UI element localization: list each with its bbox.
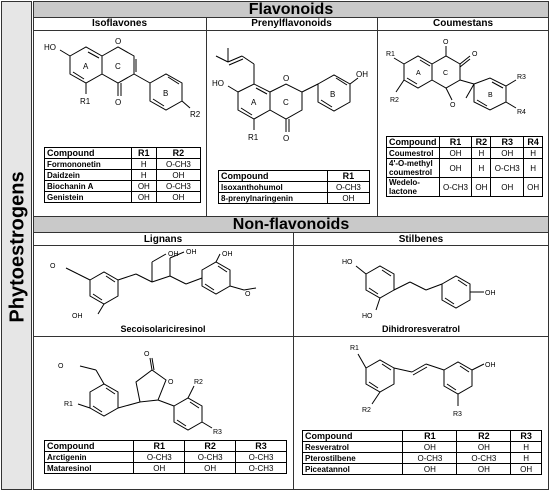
table-cell: H	[524, 159, 543, 178]
isoflavone-ring-b-label: B	[163, 89, 169, 98]
isoflavone-o-label: O	[115, 37, 122, 46]
table-header: Compound	[45, 148, 132, 159]
dihidro-oh-label: OH	[485, 290, 496, 297]
table-cell: OH	[472, 178, 491, 197]
table-header: R1	[403, 431, 457, 442]
table-header: R2	[185, 441, 236, 452]
side-label: Phytoestrogens	[6, 171, 29, 323]
prenylflavonoids-table	[218, 170, 370, 204]
isoflavone-r1-label: R1	[80, 97, 91, 106]
table-cell: O-CH3	[236, 452, 287, 463]
lignan-oh-label-3: OH	[186, 249, 197, 256]
isoflavone-carbonyl-label: O	[115, 98, 122, 107]
table-cell: OH	[403, 442, 457, 453]
prenyl-ho-label: HO	[212, 79, 224, 88]
table-cell: OH	[511, 464, 542, 475]
table-row	[303, 442, 542, 453]
table-cell: H	[472, 148, 491, 159]
prenyl-o-label: O	[283, 74, 290, 83]
table-header: R3	[511, 431, 542, 442]
stilbene-oh-label: OH	[485, 362, 496, 369]
table-header: R2	[472, 137, 491, 148]
table-cell: O-CH3	[457, 453, 511, 464]
table-header: R1	[134, 441, 185, 452]
table-cell: O-CH3	[134, 452, 185, 463]
flavonoids-heading: Flavonoids	[33, 1, 549, 18]
table-cell: Formononetin	[45, 159, 132, 170]
table-row	[219, 193, 370, 204]
lignan-lactone-structure	[40, 340, 290, 436]
lactone-r3-label: R3	[213, 429, 222, 436]
table-cell: OH	[524, 178, 543, 197]
table-cell: Piceatannol	[303, 464, 403, 475]
isoflavone-ho-label: HO	[44, 43, 56, 52]
table-cell: Genistein	[45, 192, 132, 203]
coumestan-ring-c-label: C	[443, 70, 449, 77]
flavonoid-title-divider	[33, 30, 549, 31]
stilbene-structure	[300, 340, 545, 424]
column-divider	[206, 18, 207, 216]
lactone-o-label: O	[58, 363, 64, 370]
table-header: R2	[457, 431, 511, 442]
lactone-r2-label: R2	[194, 379, 203, 386]
table-header: R2	[156, 148, 200, 159]
table-cell: 4'-O-methyl coumestrol	[387, 159, 440, 178]
stilbene-r3-label: R3	[453, 411, 462, 418]
table-header: R3	[236, 441, 287, 452]
table-row	[387, 159, 543, 178]
table-cell: O-CH3	[185, 452, 236, 463]
table-cell: OH	[185, 463, 236, 474]
prenylflavonoids-title: Prenylflavonoids	[251, 18, 332, 29]
isoflavones-table	[44, 147, 201, 203]
table-header: Compound	[45, 441, 134, 452]
table-row	[45, 181, 201, 192]
table-cell: Resveratrol	[303, 442, 403, 453]
table-cell: Mataresinol	[45, 463, 134, 474]
table-cell: OH	[491, 148, 524, 159]
table-row	[45, 463, 287, 474]
table-row	[219, 182, 370, 193]
lactone-r1-label: R1	[64, 401, 73, 408]
table-cell: H	[472, 159, 491, 178]
lignan-o-label: O	[50, 263, 56, 270]
prenyl-carbonyl-label: O	[283, 134, 290, 143]
lactone-carbonyl-label: O	[144, 351, 150, 358]
isoflavone-r2-label: R2	[190, 110, 201, 119]
table-cell: H	[524, 148, 543, 159]
isoflavones-title: Isoflavones	[91, 18, 148, 29]
stilbene-r2-label: R2	[362, 407, 371, 414]
table-cell: OH	[439, 159, 472, 178]
table-row	[303, 453, 542, 464]
table-cell: 8-prenylnaringenin	[219, 193, 328, 204]
non-flavonoids-heading: Non-flavonoids	[33, 216, 549, 233]
prenyl-ring-c-label: C	[283, 98, 289, 107]
table-header: Compound	[387, 137, 440, 148]
secoisolariciresinol-structure	[40, 248, 290, 324]
prenyl-ring-a-label: A	[251, 98, 257, 107]
table-cell: OH	[457, 442, 511, 453]
coumestans-table	[386, 136, 543, 197]
table-row	[387, 178, 543, 197]
table-header: Compound	[219, 171, 328, 182]
table-cell: Daidzein	[45, 170, 132, 181]
table-cell: H	[131, 159, 156, 170]
dihidroresveratrol-structure	[300, 248, 545, 324]
table-cell: O-CH3	[156, 181, 200, 192]
row-divider	[33, 336, 549, 337]
coumestan-furan-o-label: O	[450, 102, 456, 109]
isoflavone-structure	[40, 34, 205, 144]
table-cell: OH	[131, 181, 156, 192]
stilbenes-table	[302, 430, 542, 475]
table-cell: OH	[403, 464, 457, 475]
lignans-title: Lignans	[143, 234, 183, 245]
coumestans-title: Coumestans	[432, 18, 493, 29]
coumestan-r1-label: R1	[386, 51, 395, 58]
dihidroresveratrol-caption: Dihidroresveratrol	[381, 324, 461, 334]
table-row	[45, 452, 287, 463]
coumestan-structure	[380, 34, 548, 134]
table-cell: O-CH3	[327, 182, 369, 193]
prenylflavonoid-structure	[208, 34, 376, 166]
table-cell: O-CH3	[439, 178, 472, 197]
table-row	[45, 170, 201, 181]
dihidro-ho-label: HO	[342, 259, 353, 266]
isoflavone-ring-a-label: A	[83, 62, 89, 71]
table-header: R3	[491, 137, 524, 148]
table-cell: OH	[156, 170, 200, 181]
coumestan-r3-label: R3	[517, 74, 526, 81]
lignan-oh-label-2: OH	[168, 251, 179, 258]
non-flavonoid-title-divider	[33, 245, 549, 246]
coumestan-r2-label: R2	[390, 97, 399, 104]
table-row	[45, 159, 201, 170]
table-header: R4	[524, 137, 543, 148]
table-cell: Coumestrol	[387, 148, 440, 159]
lactone-ring-o-label: O	[168, 379, 174, 386]
lignan-o-label-2: O	[245, 291, 251, 298]
table-cell: O-CH3	[156, 159, 200, 170]
prenyl-r1-label: R1	[248, 133, 259, 142]
table-cell: Pterostilbene	[303, 453, 403, 464]
table-cell: Biochanin A	[45, 181, 132, 192]
coumestan-ring-b-label: B	[488, 92, 493, 99]
table-cell: O-CH3	[236, 463, 287, 474]
table-cell: H	[511, 453, 542, 464]
dihidro-ho-label-2: HO	[362, 313, 373, 320]
isoflavone-ring-c-label: C	[115, 62, 121, 71]
table-header: Compound	[303, 431, 403, 442]
table-cell: H	[511, 442, 542, 453]
side-panel	[1, 1, 32, 490]
table-cell: H	[131, 170, 156, 181]
table-row	[387, 148, 543, 159]
lignans-table	[44, 440, 287, 474]
table-cell: OH	[134, 463, 185, 474]
coumestan-carbonyl-label: O	[472, 51, 478, 58]
secoisolariciresinol-caption: Secoisolariciresinol	[120, 324, 206, 334]
table-cell: O-CH3	[403, 453, 457, 464]
coumestan-r4-label: R4	[517, 109, 526, 116]
table-cell: OH	[131, 192, 156, 203]
table-cell: OH	[156, 192, 200, 203]
table-cell: Arctigenin	[45, 452, 134, 463]
table-header: R1	[131, 148, 156, 159]
lignan-oh-label: OH	[72, 313, 83, 320]
stilbene-r1-label: R1	[350, 345, 359, 352]
table-cell: Isoxanthohumol	[219, 182, 328, 193]
table-cell: OH	[327, 193, 369, 204]
table-row	[303, 464, 542, 475]
table-cell: OH	[491, 178, 524, 197]
prenyl-oh-label: OH	[356, 70, 368, 79]
table-header: R1	[327, 171, 369, 182]
stilbenes-title: Stilbenes	[398, 234, 444, 245]
table-cell: OH	[457, 464, 511, 475]
table-cell: O-CH3	[491, 159, 524, 178]
prenyl-ring-b-label: B	[330, 90, 336, 99]
table-row	[45, 192, 201, 203]
lignan-oh-label-4: OH	[222, 251, 233, 258]
table-cell: OH	[439, 148, 472, 159]
coumestan-ring-a-label: A	[416, 70, 421, 77]
coumestan-o-label: O	[443, 39, 449, 46]
column-divider	[293, 233, 294, 490]
table-cell: Wedelo-lactone	[387, 178, 440, 197]
table-header: R1	[439, 137, 472, 148]
column-divider	[377, 18, 378, 216]
